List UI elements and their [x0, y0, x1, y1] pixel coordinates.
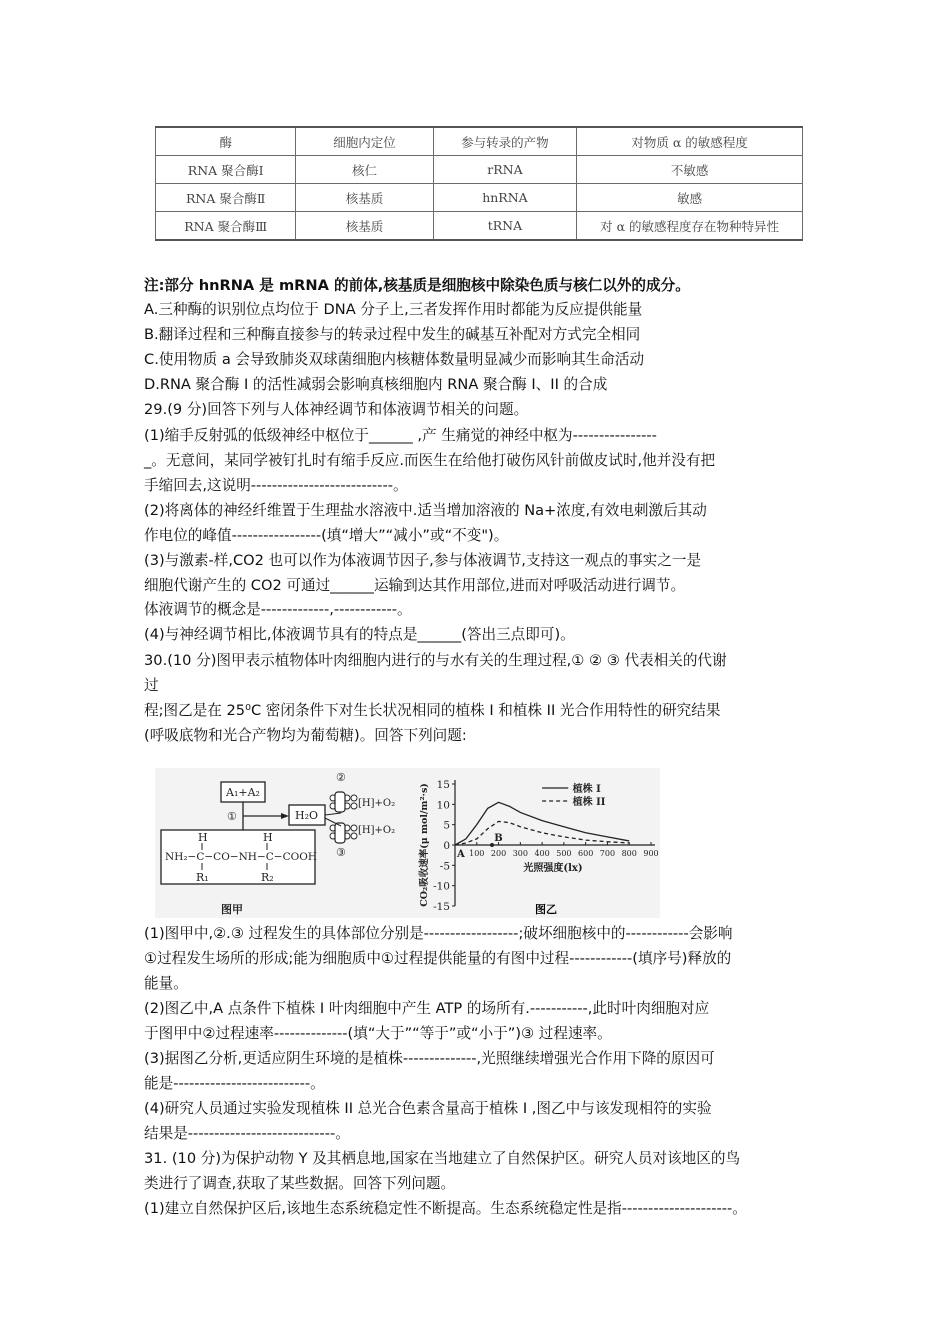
- text-line: (4)研究人员通过实验发现植株 II 总光合色素含量高于植株 I ,图乙中与该发现相符的实验: [144, 1100, 712, 1117]
- x-axis-label: 光照强度(lx): [523, 863, 583, 874]
- text-line: _。无意间，某同学被钉扎时有缩手反应.而医生在给他打破伤风针前做皮试时,他并没有把: [144, 452, 716, 469]
- process-1-label: ①: [227, 810, 237, 823]
- y-tick-label: 5: [443, 819, 450, 832]
- option-a: A.三种酶的识别位点均位于 DNA 分子上,三者发挥作用时都能为反应提供能量: [144, 301, 643, 318]
- table-cell: RNA 聚合酶Ⅰ: [156, 156, 296, 184]
- table-header: 参与转录的产物: [433, 127, 576, 156]
- dipeptide-formula: NH₂−C−CO−NH−C−COOH: [165, 851, 318, 863]
- text-line: (呼吸底物和光合产物均为葡萄糖)。回答下列问题:: [144, 727, 467, 744]
- point-b-label: B: [494, 833, 503, 844]
- table-header: 对物质 α 的敏感程度: [577, 127, 803, 156]
- point-a-label: A: [457, 849, 465, 860]
- table-cell: 不敏感: [577, 156, 803, 184]
- y-tick-label: 10: [436, 799, 450, 812]
- x-tick-label: 700: [599, 849, 616, 858]
- text-line: 手缩回去,这说明---------------------------。: [144, 477, 408, 494]
- text-line: 过: [144, 677, 159, 694]
- table-cell: RNA 聚合酶Ⅱ: [156, 184, 296, 212]
- process-2-label: ②: [336, 771, 346, 784]
- x-tick-label: 400: [534, 849, 550, 858]
- formula-r2: R₂: [261, 871, 274, 884]
- text-line: (2)图乙中,A 点条件下植株 I 叶肉细胞中产生 ATP 的场所有.-----------,此时叶肉细胞对应: [144, 1000, 710, 1017]
- table-note: 注:部分 hnRNA 是 mRNA 的前体,核基质是细胞核中除染色质与核仁以外的成分。: [144, 277, 690, 294]
- y-axis-label: CO₂吸收速率(μ mol/m²·s): [419, 783, 430, 907]
- x-tick-label: 100: [469, 849, 485, 858]
- text-line: 结果是----------------------------。: [144, 1125, 350, 1142]
- x-tick-label: 200: [490, 849, 507, 858]
- table-header-row: [156, 127, 803, 156]
- question-29-title: 29.(9 分)回答下列与人体神经调节和体液调节相关的问题。: [144, 401, 529, 418]
- h-o2-bottom: [H]+O₂: [358, 825, 396, 836]
- text-line: 于图甲中②过程速率--------------(填“大于”“等于”或“小于”)③ 过程速率。: [144, 1025, 612, 1042]
- y-tick-label: -5: [439, 860, 450, 873]
- text-line: ①过程发生场所的形成;能为细胞质中①过程提供能量的有图中过程------------(填序号)释放的: [144, 950, 732, 967]
- text-line: 类进行了调查,获取了某些数据。回答下列问题。: [144, 1175, 456, 1192]
- x-tick-label: 600: [578, 849, 594, 858]
- figure-yi-caption: 图乙: [535, 903, 557, 916]
- h2o-label: H₂O: [295, 809, 319, 822]
- option-d: D.RNA 聚合酶 I 的活性减弱会影响真核细胞内 RNA 聚合酶 I、II 的合成: [144, 376, 608, 393]
- formula-h1: H: [198, 831, 208, 844]
- legend-label: 植株 I: [572, 784, 601, 795]
- y-tick-label: 15: [436, 779, 450, 791]
- text-line: (3)与激素-样,CO2 也可以作为体液调节因子,参与体液调节,支持这一观点的事实之一是: [144, 552, 702, 569]
- text-line: (1)图甲中,②.③ 过程发生的具体部位分别是------------------;破坏细胞核中的------------会影响: [144, 925, 733, 942]
- table-cell: 核基质: [296, 212, 433, 241]
- text-line: 能量。: [144, 975, 188, 992]
- x-tick-label: 800: [621, 849, 637, 858]
- figures-jia-yi: [155, 768, 660, 918]
- formula-h2: H: [263, 831, 273, 844]
- text-line: (2)将离体的神经纤维置于生理盐水溶液中.适当增加溶液的 Na+浓度,有效电刺激后其动: [144, 502, 707, 519]
- x-tick-label: 900: [643, 849, 659, 858]
- table-row: [156, 212, 803, 241]
- process-3-label: ③: [336, 846, 346, 859]
- table-row: [156, 184, 803, 212]
- option-b: B.翻译过程和三种酶直接参与的转录过程中发生的碱基互补配对方式完全相同: [144, 326, 641, 343]
- figure-jia-caption: 图甲: [221, 903, 243, 916]
- rna-polymerase-table: [155, 126, 803, 241]
- table-row: [156, 156, 803, 184]
- y-tick-label: -15: [433, 901, 450, 913]
- table-cell: 核仁: [296, 156, 433, 184]
- text-line: (3)据图乙分析,更适应阴生环境的是植株--------------,光照继续增强光合作用下降的原因可: [144, 1050, 715, 1067]
- table-header: 细胞内定位: [296, 127, 433, 156]
- text-line: 作电位的峰值-----------------(填“增大”“减小”或“不变")。: [144, 527, 509, 544]
- table-header: 酶: [156, 127, 296, 156]
- text-line: 能是--------------------------。: [144, 1075, 325, 1092]
- option-c: C.使用物质 a 会导致肺炎双球菌细胞内核糖体数量明显减少而影响其生命活动: [144, 351, 645, 368]
- h-o2-top: [H]+O₂: [358, 798, 396, 809]
- text-line: (1)建立自然保护区后,该地生态系统稳定性不断提高。生态系统稳定性是指---------------------。: [144, 1200, 747, 1217]
- text-line: (1)缩手反射弧的低级神经中枢位于______ ,产 生痛觉的神经中枢为----------------: [144, 427, 657, 444]
- text-line: 体液调节的概念是-------------,------------。: [144, 601, 412, 618]
- table-cell: 对 α 的敏感程度存在物种特异性: [577, 212, 803, 241]
- table-cell: RNA 聚合酶Ⅲ: [156, 212, 296, 241]
- legend-label: 植株 II: [572, 797, 606, 808]
- a1a2-label: A₁+A₂: [226, 786, 260, 799]
- text-line: 程;图乙是在 25⁰C 密闭条件下对生长状况相同的植株 I 和植株 II 光合作用特性的研究结果: [144, 702, 721, 719]
- table-cell: tRNA: [433, 212, 576, 241]
- table-cell: rRNA: [433, 156, 576, 184]
- text-line: 细胞代谢产生的 CO2 可通过______运输到达其作用部位,进而对呼吸活动进行调节。: [144, 577, 686, 594]
- table-cell: 核基质: [296, 184, 433, 212]
- table-cell: 敏感: [577, 184, 803, 212]
- formula-r1: R₁: [196, 871, 209, 884]
- table-cell: hnRNA: [433, 184, 576, 212]
- question-31-title: 31. (10 分)为保护动物 Y 及其栖息地,国家在当地建立了自然保护区。研究人员对该地区的鸟: [144, 1150, 741, 1167]
- x-tick-label: 500: [556, 849, 572, 858]
- y-tick-label: 0: [443, 840, 450, 852]
- question-30-title: 30.(10 分)图甲表示植物体叶肉细胞内进行的与水有关的生理过程,① ② ③ 代表相关的代谢: [144, 652, 727, 669]
- x-tick-label: 300: [512, 849, 528, 858]
- text-line: (4)与神经调节相比,体液调节具有的特点是______(答出三点即可)。: [144, 626, 575, 643]
- y-tick-label: -10: [433, 880, 450, 893]
